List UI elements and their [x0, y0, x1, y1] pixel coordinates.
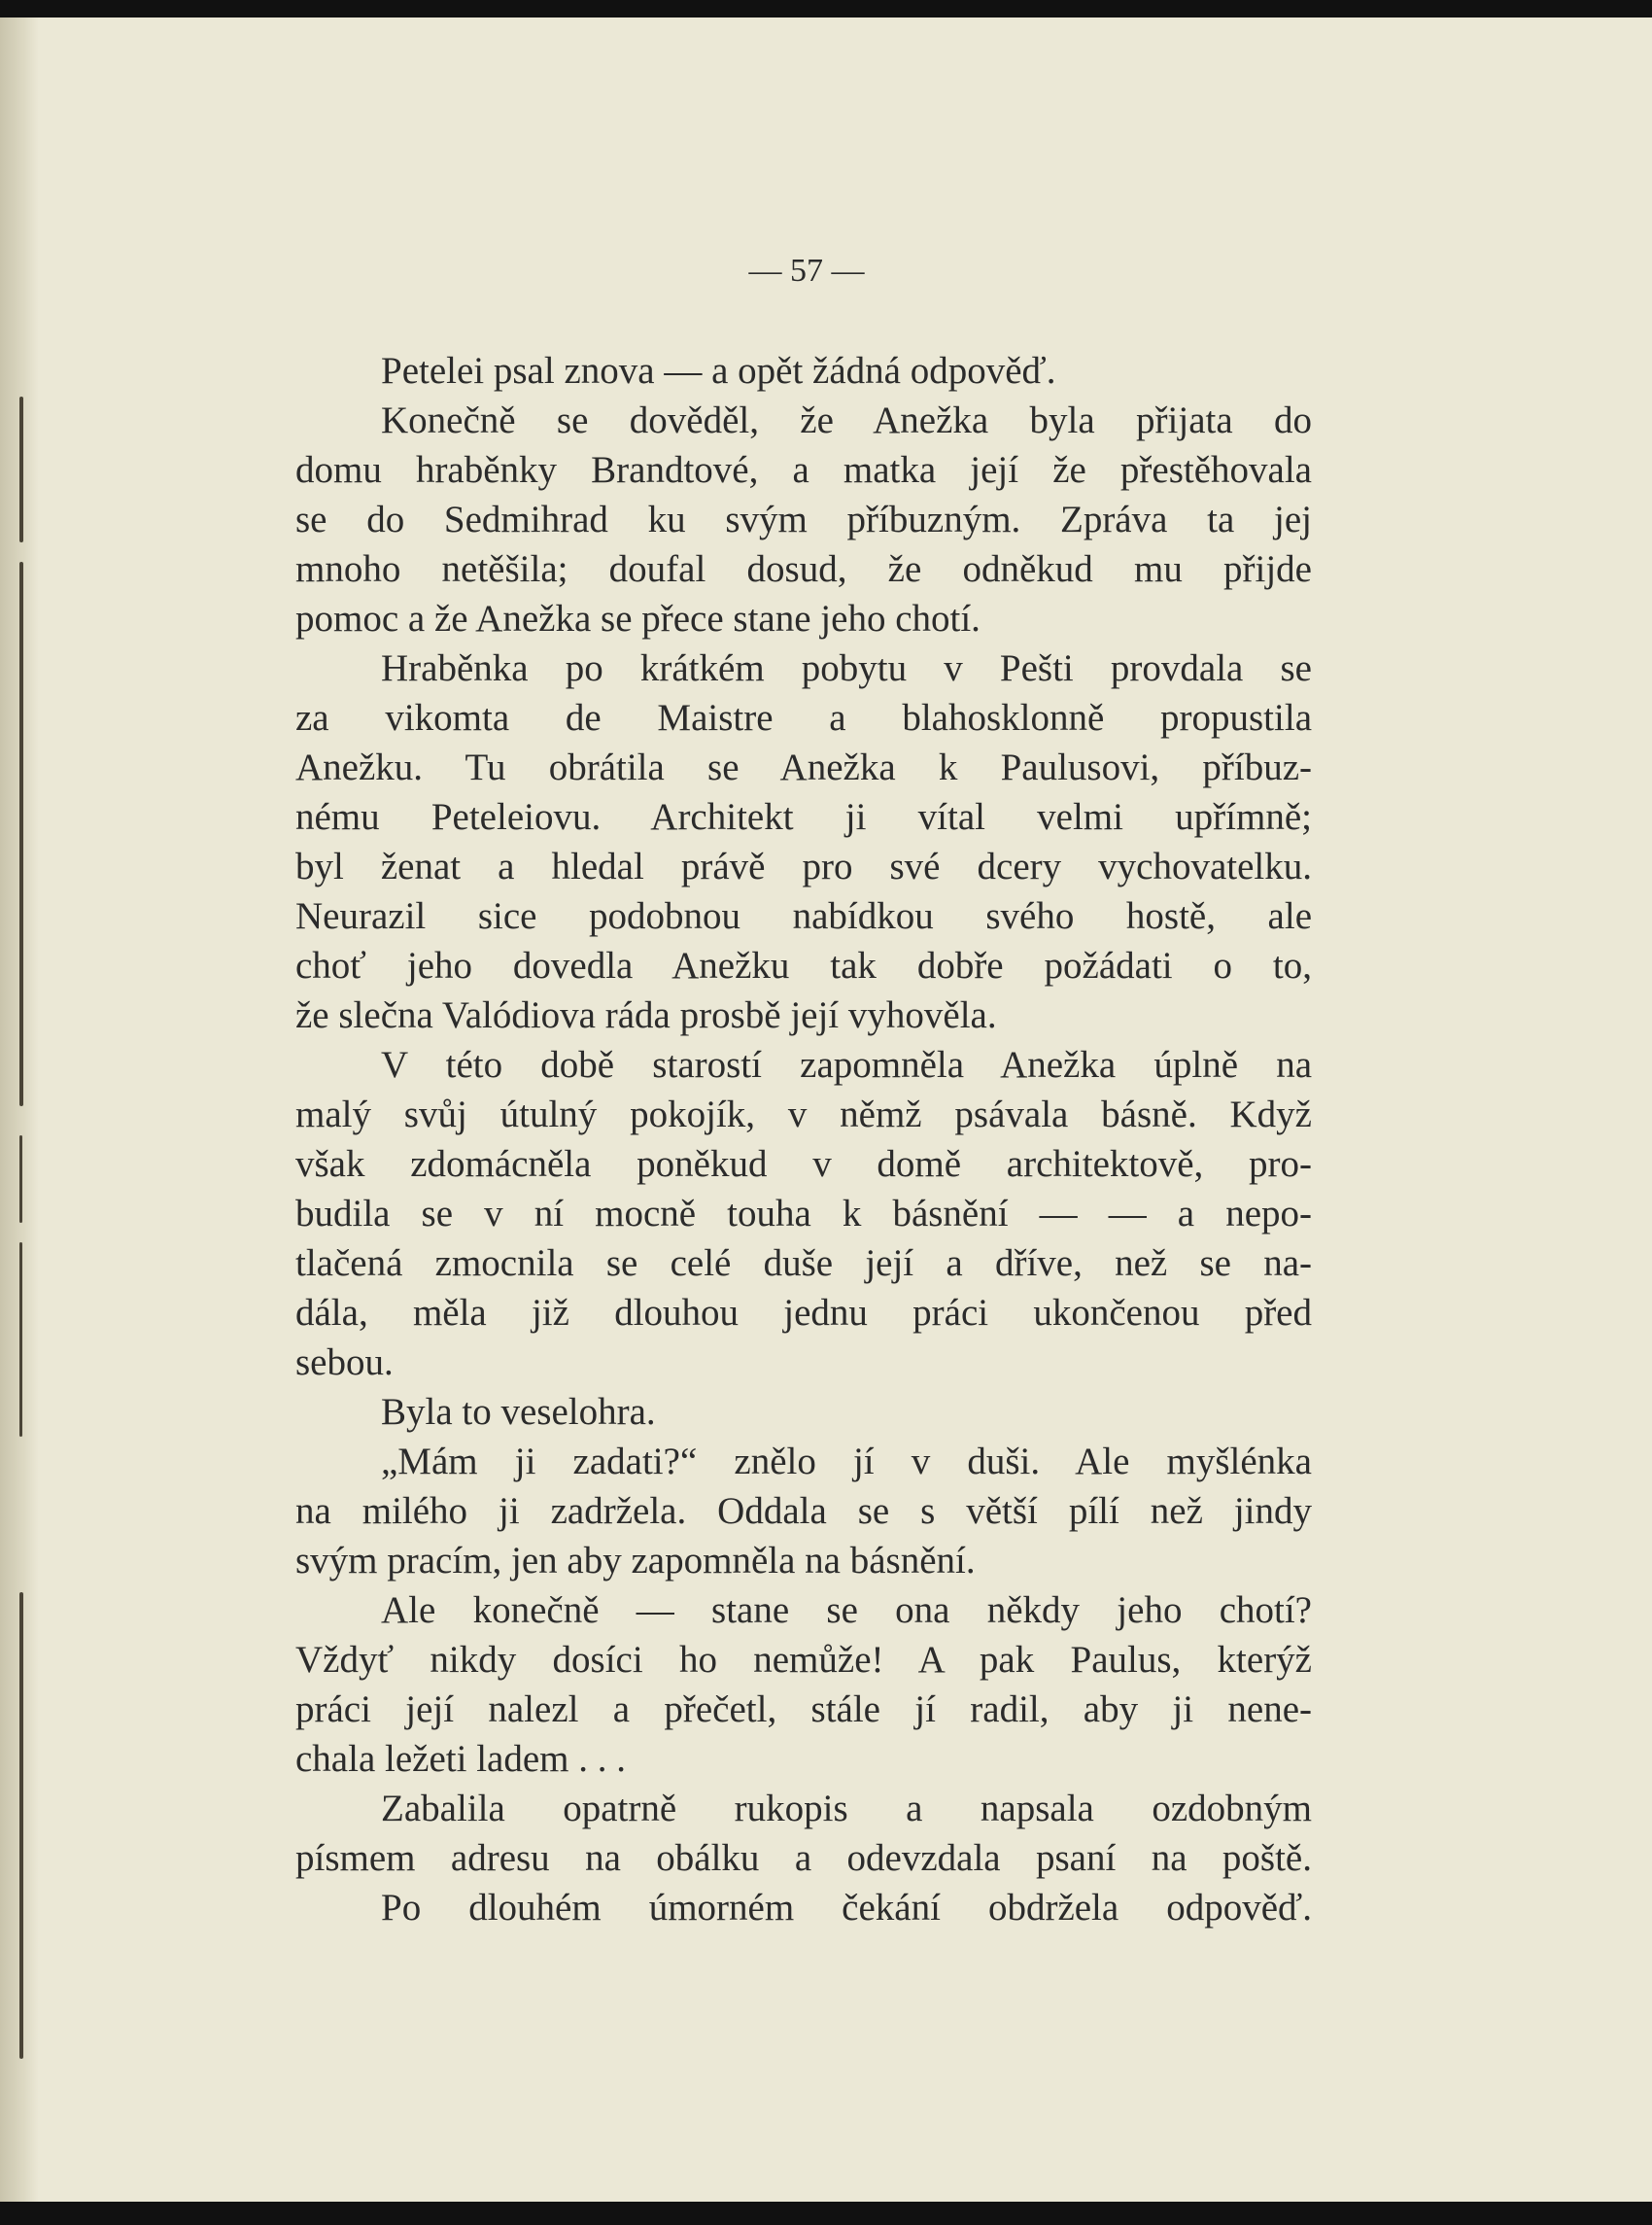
text-line: se do Sedmihrad ku svým příbuzným. Zpráva ta jej [295, 499, 1312, 540]
text-line: dála, měla již dlouhou jednu práci ukončenou před [295, 1292, 1312, 1334]
text-line: na milého ji zadržela. Oddala se s větší pílí než jindy [295, 1490, 1312, 1532]
text-line: pomoc a že Anežka se přece stane jeho chotí. [295, 598, 981, 640]
text-line: domu hraběnky Brandtové, a matka její že přestěhovala [295, 449, 1312, 491]
text-line: nému Peteleiovu. Architekt ji vítal velmi upřímně; [295, 796, 1312, 838]
text-line: Anežku. Tu obrátila se Anežka k Paulusovi, příbuz- [295, 747, 1312, 788]
binding-mark [19, 1242, 22, 1437]
text-line: malý svůj útulný pokojík, v němž psávala básně. Když [295, 1094, 1312, 1135]
text-line: Byla to veselohra. [381, 1391, 656, 1433]
text-line: však zdomácněla poněkud v domě architektově, pro- [295, 1143, 1312, 1185]
binding-mark [19, 397, 23, 542]
text-line: písmem adresu na obálku a odevzdala psaní na poště. [295, 1837, 1312, 1879]
text-line: práci její nalezl a přečetl, stále jí radil, aby ji nene- [295, 1688, 1312, 1730]
text-line: byl ženat a hledal právě pro své dcery vychovatelku. [295, 846, 1312, 887]
binding-mark [19, 1592, 23, 2059]
body-text [295, 346, 1312, 1932]
text-line: Neurazil sice podobnou nabídkou svého hostě, ale [295, 895, 1312, 937]
text-line: Hraběnka po krátkém pobytu v Pešti provdala se [381, 647, 1312, 689]
binding-mark [19, 562, 23, 1106]
text-line: Vždyť nikdy dosíci ho nemůže! A pak Paulus, kterýž [295, 1639, 1312, 1681]
text-line: svým pracím, jen aby zapomněla na básnění. [295, 1540, 976, 1582]
text-line: Ale konečně — stane se ona někdy jeho chotí? [381, 1589, 1312, 1631]
binding-mark [19, 1135, 22, 1223]
text-line: sebou. [295, 1341, 394, 1383]
text-line: „Mám ji zadati?“ znělo jí v duši. Ale myšlénka [381, 1441, 1312, 1482]
text-line: mnoho netěšila; doufal dosud, že odněkud mu přijde [295, 548, 1312, 590]
book-page [0, 17, 1652, 2225]
page-number: — 57 — [748, 253, 865, 289]
scan-edge [0, 2202, 1652, 2225]
text-line: budila se v ní mocně touha k básnění — — a nepo- [295, 1193, 1312, 1234]
text-line: Zabalila opatrně rukopis a napsala ozdobným [381, 1788, 1312, 1829]
text-line: Petelei psal znova — a opět žádná odpověď. [381, 350, 1056, 392]
text-line: za vikomta de Maistre a blahosklonně propustila [295, 697, 1312, 739]
text-line: chala ležeti ladem . . . [295, 1738, 626, 1780]
text-line: choť jeho dovedla Anežku tak dobře požádati o to, [295, 945, 1312, 987]
text-line: V této době starostí zapomněla Anežka úplně na [381, 1044, 1312, 1086]
text-line: že slečna Valódiova ráda prosbě její vyhověla. [295, 994, 997, 1036]
text-line: Konečně se dověděl, že Anežka byla přijata do [381, 400, 1312, 441]
text-line: tlačená zmocnila se celé duše její a dříve, než se na- [295, 1242, 1312, 1284]
page-gutter [0, 17, 39, 2225]
text-line: Po dlouhém úmorném čekání obdržela odpověď. [381, 1887, 1312, 1929]
